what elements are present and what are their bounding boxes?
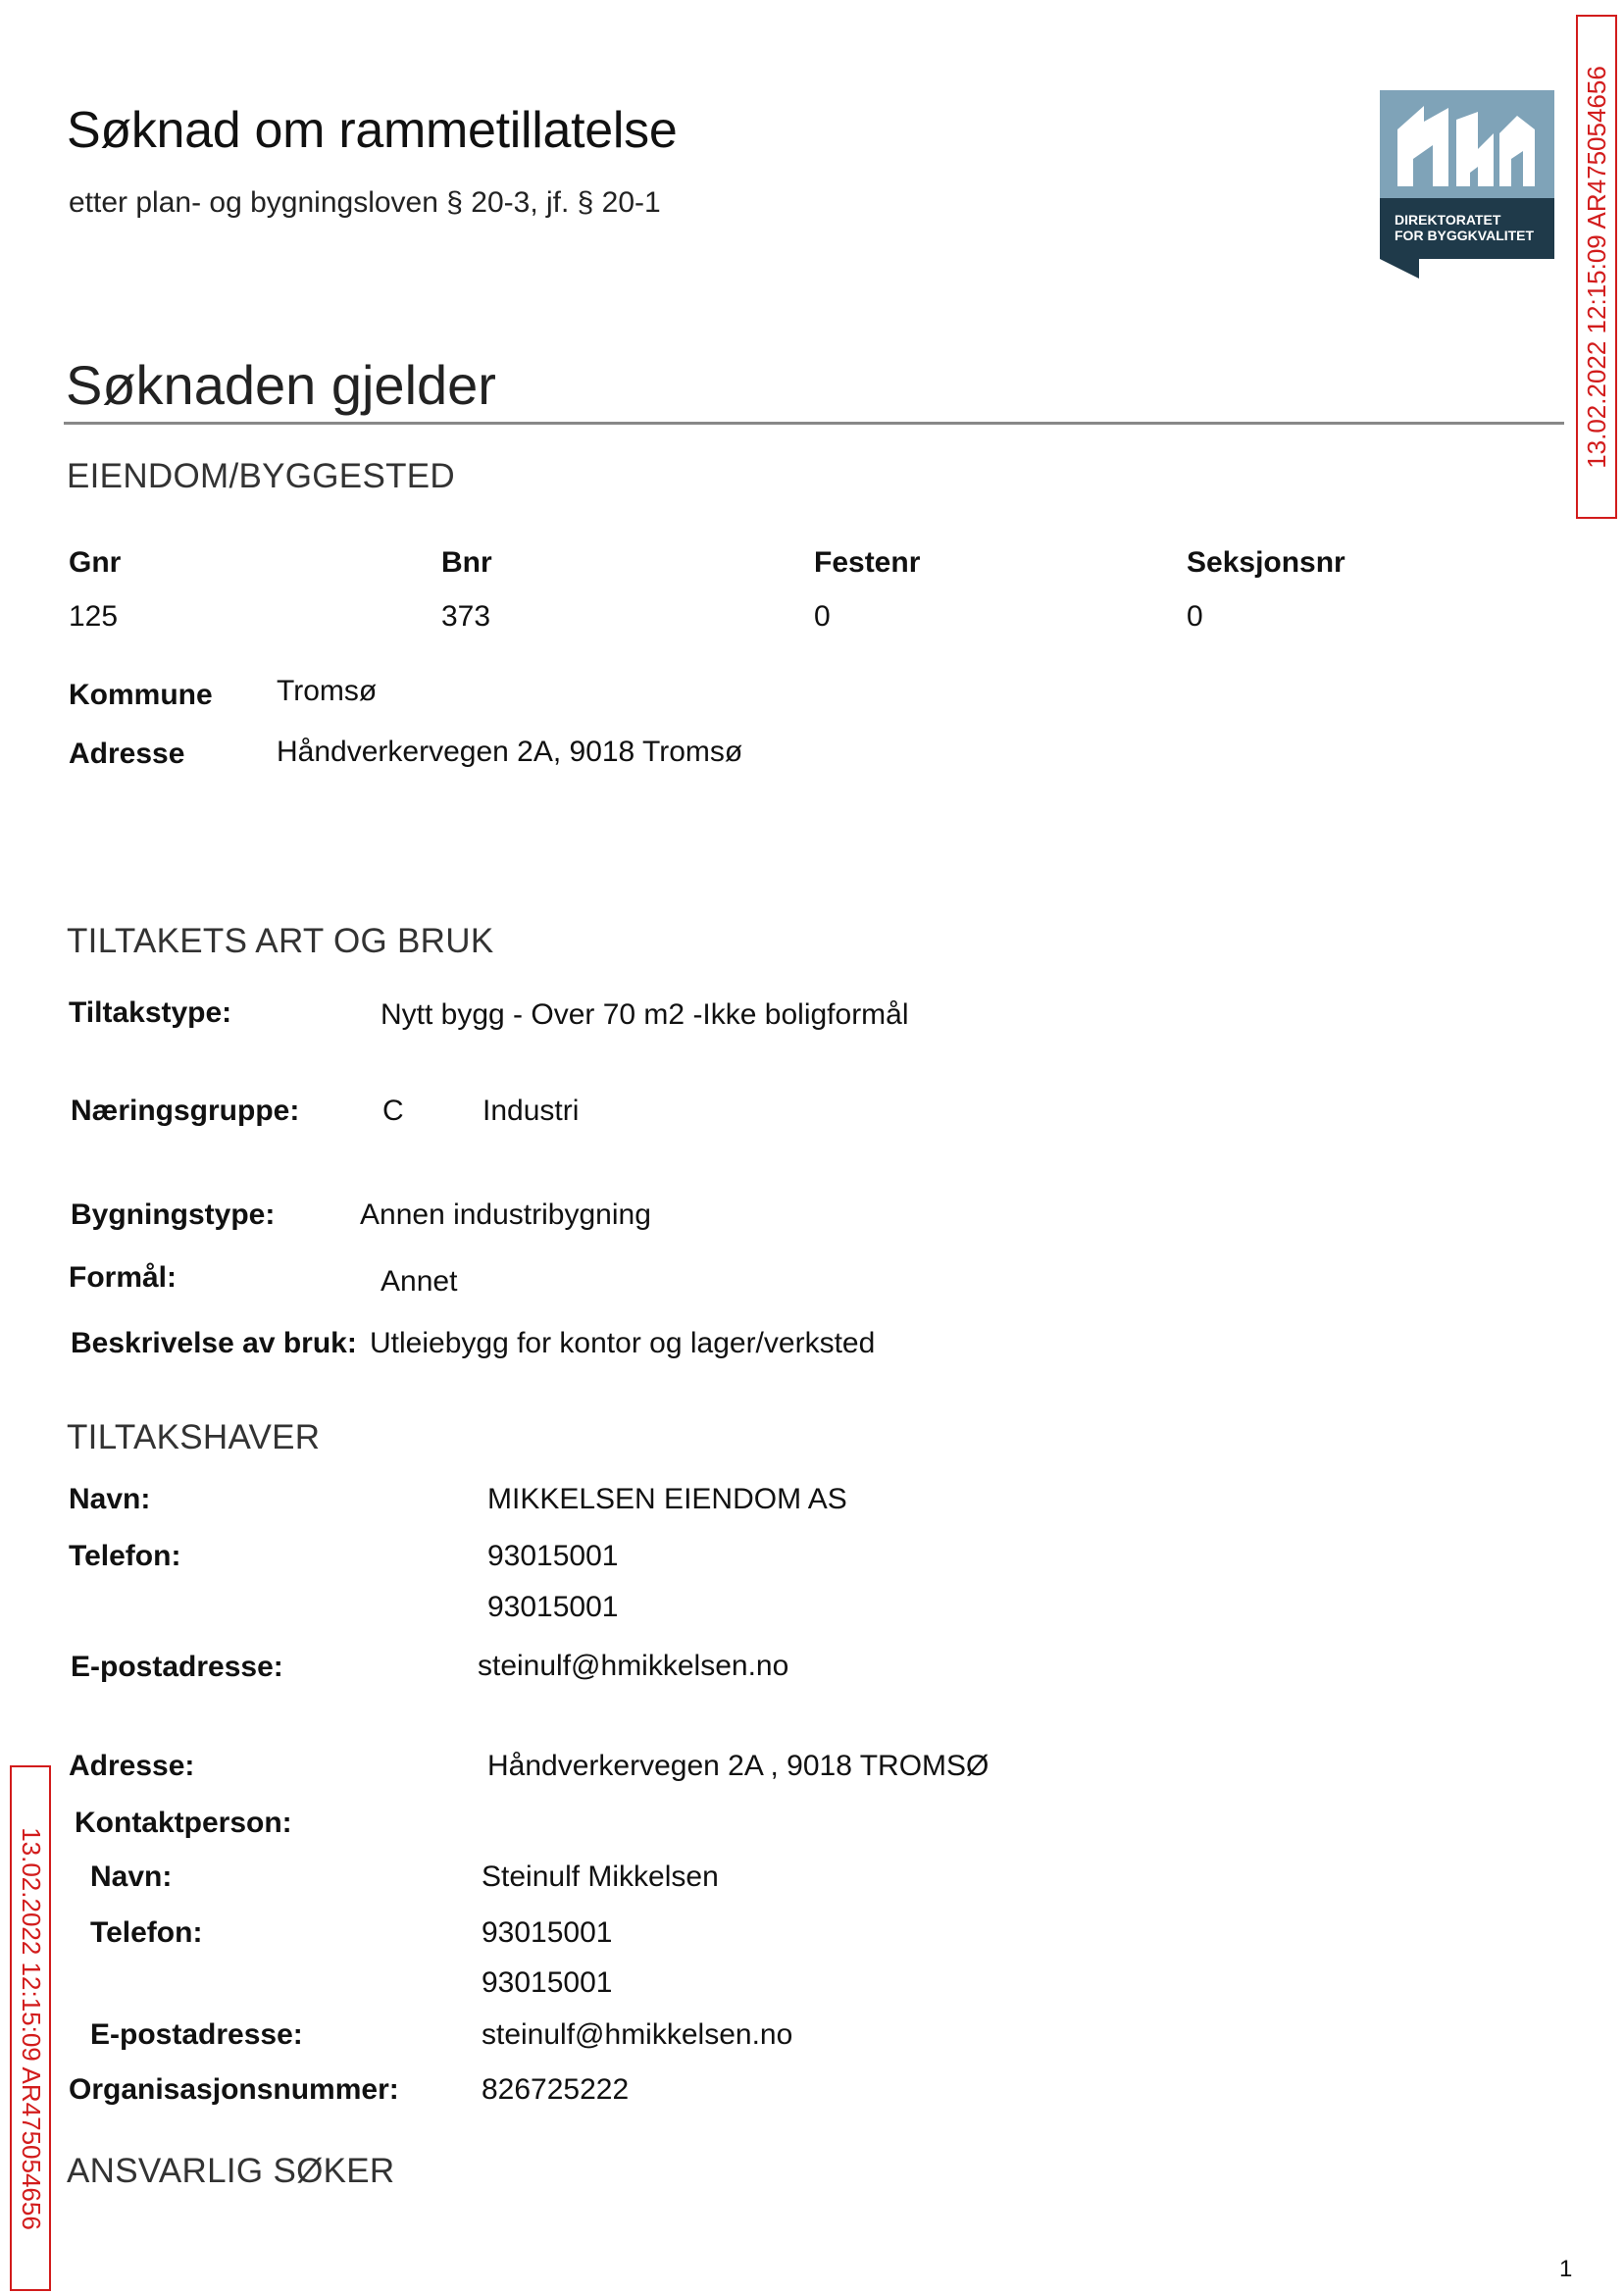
kontakt-telefon-label: Telefon: <box>90 1916 203 1949</box>
adresse-value: Håndverkervegen 2A , 9018 TROMSØ <box>487 1750 990 1782</box>
beskrivelse-label: Beskrivelse av bruk: <box>71 1327 357 1359</box>
formal-label: Formål: <box>69 1261 178 1294</box>
gnr-value: 125 <box>69 600 119 633</box>
adresse-label: Adresse <box>69 738 185 770</box>
page-number: 1 <box>1559 2256 1573 2282</box>
section-title: Søknaden gjelder <box>66 354 496 416</box>
adresse-label: Adresse: <box>69 1750 195 1782</box>
divider <box>64 422 1564 425</box>
naeringsgruppe-label: Næringsgruppe: <box>71 1095 300 1127</box>
ansvarlig-soker-heading: ANSVARLIG SØKER <box>67 2152 395 2190</box>
timestamp-stamp <box>1576 15 1617 519</box>
kontakt-epost-label: E-postadresse: <box>90 2018 303 2051</box>
naeringsgruppe-code: C <box>382 1095 404 1127</box>
kontakt-epost-value: steinulf@hmikkelsen.no <box>482 2018 793 2051</box>
tiltakshaver-heading: TILTAKSHAVER <box>67 1418 321 1456</box>
telefon-value: 93015001 <box>487 1540 619 1572</box>
bygningstype-value: Annen industribygning <box>360 1198 651 1231</box>
adresse-value: Håndverkervegen 2A, 9018 Tromsø <box>277 736 743 768</box>
document-subtitle: etter plan- og bygningsloven § 20-3, jf. § 20-1 <box>69 186 661 219</box>
kontakt-telefon-value: 93015001 <box>482 1966 613 1999</box>
festenr-label: Festenr <box>814 546 921 579</box>
bnr-label: Bnr <box>441 546 492 579</box>
epost-value: steinulf@hmikkelsen.no <box>478 1650 789 1682</box>
document-title: Søknad om rammetillatelse <box>67 102 678 159</box>
navn-value: MIKKELSEN EIENDOM AS <box>487 1483 847 1515</box>
telefon-label: Telefon: <box>69 1540 181 1572</box>
kontakt-navn-label: Navn: <box>90 1861 173 1893</box>
tiltakstype-value: Nytt bygg - Over 70 m2 -Ikke boligformål <box>381 998 909 1031</box>
orgnr-label: Organisasjonsnummer: <box>69 2073 399 2106</box>
seksjonsnr-value: 0 <box>1187 600 1203 633</box>
gnr-label: Gnr <box>69 546 122 579</box>
bnr-value: 373 <box>441 600 491 633</box>
kommune-value: Tromsø <box>277 675 378 707</box>
epost-label: E-postadresse: <box>71 1651 283 1683</box>
dibk-logo-icon <box>1380 90 1554 279</box>
stamp-text: 13.02.2022 12:15:09 AR475054656 <box>16 1826 46 2230</box>
kommune-label: Kommune <box>69 679 213 711</box>
logo-text <box>1395 212 1534 243</box>
logo-line-2: FOR BYGGKVALITET <box>1395 228 1535 243</box>
tiltakstype-label: Tiltakstype: <box>69 996 232 1029</box>
logo-line-1: DIREKTORATET <box>1395 212 1501 228</box>
festenr-value: 0 <box>814 600 831 633</box>
stamp-text: 13.02.2022 12:15:09 AR475054656 <box>1581 65 1611 469</box>
tiltak-heading: TILTAKETS ART OG BRUK <box>67 922 494 960</box>
bygningstype-label: Bygningstype: <box>71 1198 276 1231</box>
kontakt-telefon-value: 93015001 <box>482 1916 613 1949</box>
kontaktperson-label: Kontaktperson: <box>75 1807 292 1839</box>
eiendom-heading: EIENDOM/BYGGESTED <box>67 457 455 495</box>
beskrivelse-value: Utleiebygg for kontor og lager/verksted <box>370 1327 876 1359</box>
orgnr-value: 826725222 <box>482 2073 630 2106</box>
formal-value: Annet <box>381 1265 458 1298</box>
naeringsgruppe-value: Industri <box>482 1095 580 1127</box>
telefon-value: 93015001 <box>487 1591 619 1623</box>
kontakt-navn-value: Steinulf Mikkelsen <box>482 1861 719 1893</box>
seksjonsnr-label: Seksjonsnr <box>1187 546 1345 579</box>
timestamp-stamp <box>10 1765 51 2291</box>
navn-label: Navn: <box>69 1483 151 1515</box>
